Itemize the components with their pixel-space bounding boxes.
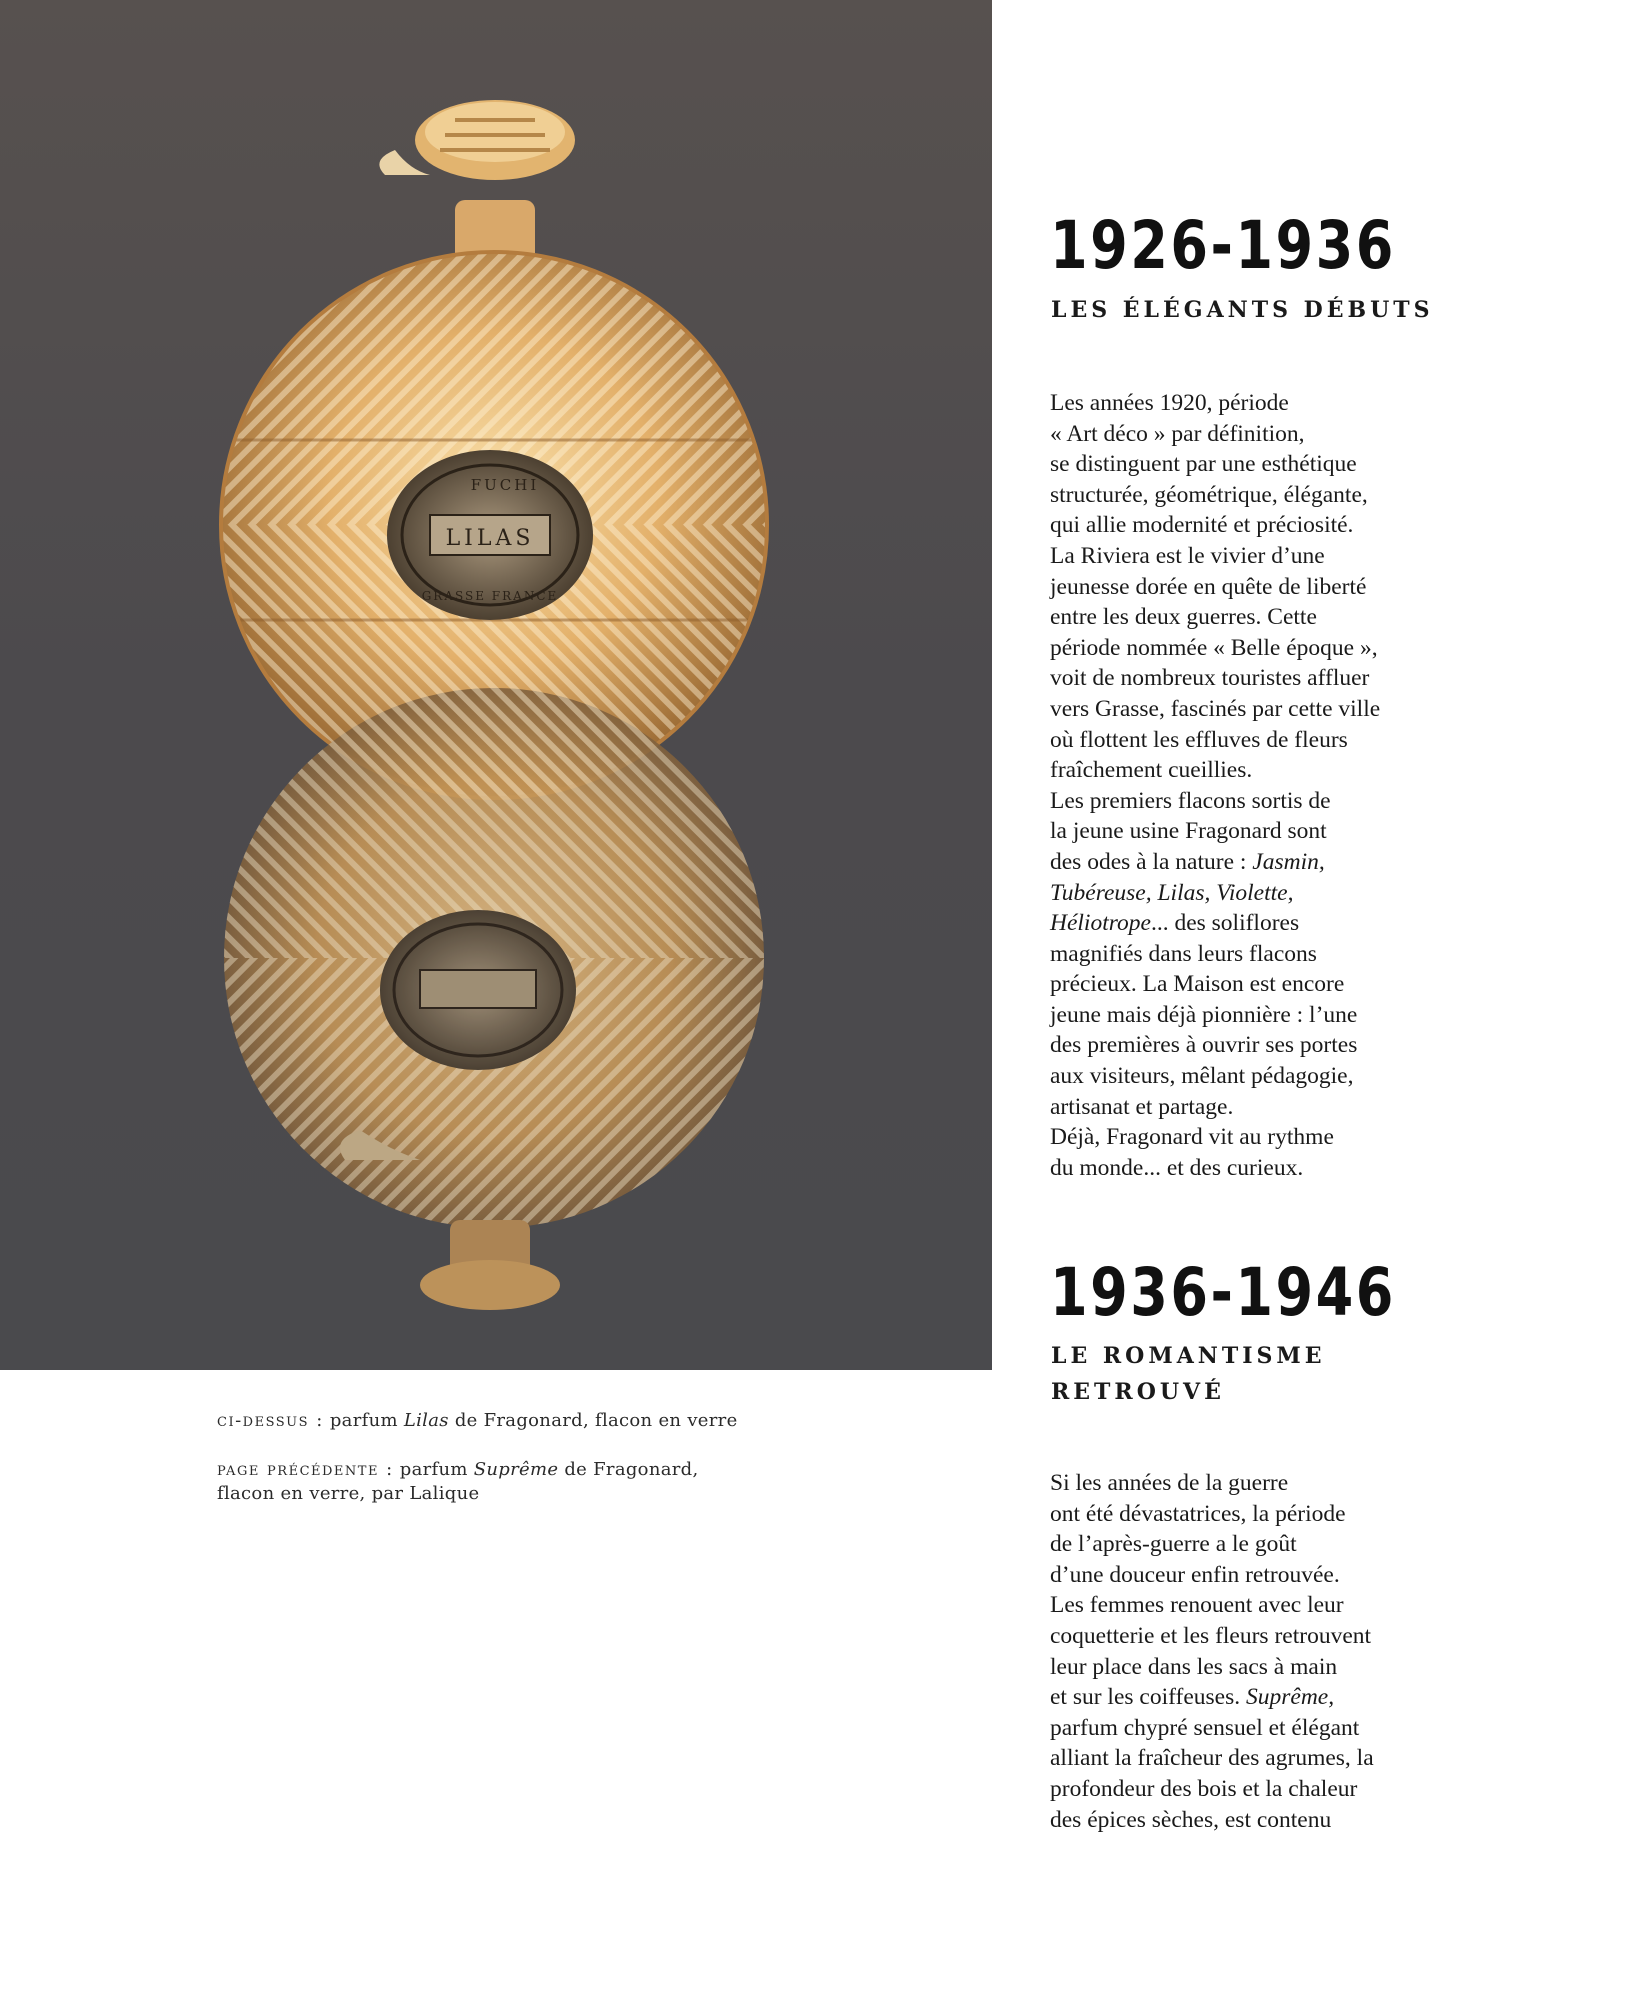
- label-ring-bottom-text: GRASSE FRANCE: [421, 589, 559, 603]
- body-line: [1050, 878, 1460, 909]
- caption-lead: page précédente :: [217, 1459, 394, 1480]
- caption-text: de Fragonard, flacon en verre: [448, 1410, 738, 1431]
- caption-text: parfum: [329, 1410, 404, 1431]
- body-line: vers Grasse, fascinés par cette ville: [1050, 695, 1381, 722]
- section-subtitle: LES ÉLÉGANTS DÉBUTS: [1051, 297, 1434, 323]
- subtitle-line: LE ROMANTISME: [1051, 1343, 1326, 1369]
- subtitle-line: RETROUVÉ: [1051, 1379, 1225, 1405]
- body-italic: Jasmin,: [1252, 848, 1325, 875]
- body-line: Déjà, Fragonard vit au rythme: [1050, 1124, 1334, 1151]
- body-line: la jeune usine Fragonard sont: [1050, 818, 1327, 845]
- body-line: se distinguent par une esthétique: [1050, 451, 1357, 478]
- perfume-bottle-photo: [0, 0, 992, 1370]
- caption-lead: ci-dessus :: [217, 1410, 324, 1431]
- body-line: Les années 1920, période: [1050, 390, 1289, 416]
- body-line: aux visiteurs, mêlant pédagogie,: [1050, 1063, 1354, 1090]
- body-line: profondeur des bois et la chaleur: [1050, 1775, 1358, 1802]
- caption-text: de Fragonard,: [558, 1459, 699, 1480]
- body-line: d’une douceur enfin retrouvée.: [1050, 1561, 1340, 1588]
- body-line: entre les deux guerres. Cette: [1050, 604, 1317, 631]
- body-line: La Riviera est le vivier d’une: [1050, 542, 1325, 569]
- caption-italic: Suprême: [473, 1459, 559, 1480]
- body-line: jeune mais déjà pionnière : l’une: [1050, 1001, 1358, 1028]
- body-line: structurée, géométrique, élégante,: [1050, 481, 1368, 508]
- body-line: magnifiés dans leurs flacons: [1050, 940, 1317, 967]
- body-italic: Suprême,: [1246, 1684, 1335, 1711]
- body-line: parfum chypré sensuel et élégant: [1050, 1714, 1360, 1741]
- section-subtitle: [1051, 1338, 1326, 1410]
- body-text: et sur les coiffeuses.: [1050, 1684, 1246, 1711]
- body-line: période nommée « Belle époque »,: [1050, 634, 1378, 661]
- label-ring-text: FUCHI: [470, 476, 540, 494]
- body-line: fraîchement cueillies.: [1050, 757, 1253, 784]
- body-line: coquetterie et les fleurs retrouvent: [1050, 1622, 1372, 1649]
- caption-above: [217, 1409, 777, 1433]
- section-body: [1050, 1468, 1460, 1835]
- body-line: voit de nombreux touristes affluer: [1050, 665, 1370, 692]
- body-line: précieux. La Maison est encore: [1050, 971, 1345, 998]
- body-line: alliant la fraîcheur des agrumes, la: [1050, 1745, 1374, 1772]
- body-line: leur place dans les sacs à main: [1050, 1653, 1338, 1680]
- body-line: du monde... et des curieux.: [1050, 1154, 1304, 1181]
- section-year: 1926-1936: [1050, 207, 1396, 284]
- caption-previous-page: [217, 1458, 777, 1506]
- body-line: [1050, 847, 1460, 878]
- section-year: 1936-1946: [1050, 1254, 1396, 1331]
- body-line: ont été dévastatrices, la période: [1050, 1500, 1346, 1527]
- body-text: ... des soliflores: [1150, 910, 1300, 937]
- body-line: [1050, 908, 1460, 939]
- body-line: des premières à ouvrir ses portes: [1050, 1032, 1358, 1059]
- body-line: Les femmes renouent avec leur: [1050, 1592, 1344, 1619]
- body-line: jeunesse dorée en quête de liberté: [1050, 573, 1367, 600]
- body-italic: Héliotrope: [1050, 910, 1151, 937]
- body-line: « Art déco » par définition,: [1050, 420, 1305, 447]
- body-text: des odes à la nature :: [1050, 848, 1253, 875]
- label-text: LILAS: [445, 526, 535, 551]
- section-body: [1050, 388, 1460, 1183]
- body-line: de l’après-guerre a le goût: [1050, 1531, 1297, 1558]
- bottle-label: [387, 450, 593, 620]
- body-line: artisanat et partage.: [1050, 1093, 1234, 1120]
- caption-italic: Lilas: [403, 1410, 449, 1431]
- body-italic: Tubéreuse, Lilas, Violette,: [1050, 879, 1294, 906]
- body-line: Si les années de la guerre: [1050, 1470, 1289, 1496]
- caption-text: parfum: [399, 1459, 474, 1480]
- body-line: [1050, 1682, 1460, 1713]
- body-line: des épices sèches, est contenu: [1050, 1806, 1332, 1833]
- body-line: Les premiers flacons sortis de: [1050, 787, 1331, 814]
- body-line: qui allie modernité et préciosité.: [1050, 512, 1354, 539]
- body-line: où flottent les effluves de fleurs: [1050, 726, 1348, 753]
- caption-text: flacon en verre, par Lalique: [217, 1483, 480, 1504]
